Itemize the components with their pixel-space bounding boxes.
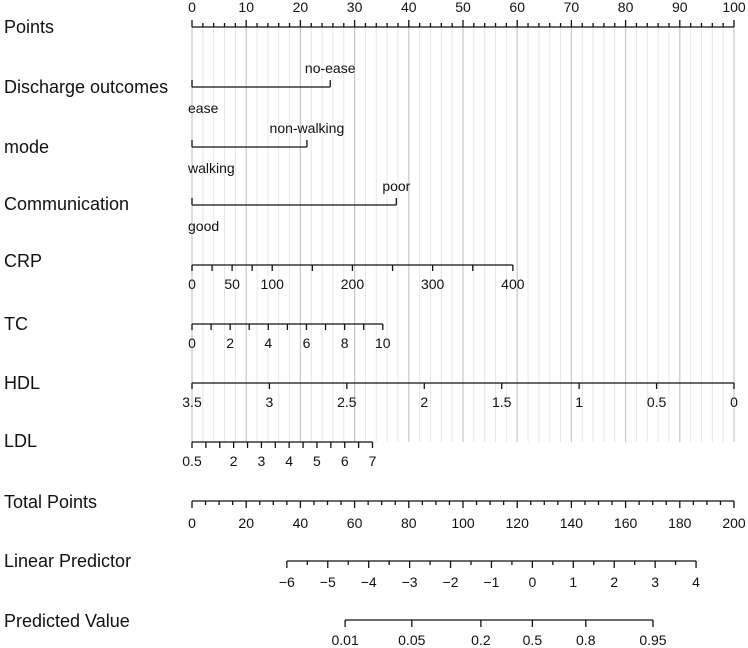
predicted-value-tick-label-0-2: 0.2 [471,632,491,648]
total-points-tick-label-80: 80 [401,515,417,531]
crp-tick-label-50: 50 [224,276,240,292]
ldl-row-label: LDL [4,431,38,451]
points-tick-label-60: 60 [509,0,525,15]
tc-tick-label-0: 0 [188,335,196,351]
communication-level-good: good [188,218,220,234]
crp-row-label: CRP [4,251,43,271]
hdl-tick-label-3-5: 3.5 [182,394,202,410]
linear-predictor-tick-label-3: −3 [401,574,418,590]
tc-tick-label-6: 6 [302,335,311,351]
total-points-tick-label-20: 20 [238,515,254,531]
linear-predictor-tick-label-6: −6 [278,574,295,590]
predicted-value-row-label: Predicted Value [4,611,130,631]
total-points-tick-label-0: 0 [188,515,196,531]
points-tick-label-10: 10 [238,0,254,15]
linear-predictor-tick-label-1: 1 [569,574,578,590]
tc-tick-label-8: 8 [340,335,349,351]
total-points-row-label: Total Points [4,492,98,512]
total-points-tick-label-60: 60 [346,515,363,531]
total-points-tick-label-120: 120 [505,515,529,531]
points-tick-label-80: 80 [617,0,634,15]
crp-tick-label-200: 200 [340,276,365,292]
points-tick-label-70: 70 [563,0,580,15]
tc-tick-label-4: 4 [264,335,273,351]
mode-row-label: mode [4,137,50,157]
predicted-value-tick-label-0-8: 0.8 [576,632,596,648]
hdl-tick-label-1-5: 1.5 [491,394,512,410]
ldl-tick-label-3: 3 [257,453,266,469]
hdl-row-label: HDL [4,373,41,393]
linear-predictor-tick-label-5: −5 [319,574,336,590]
points-row-label: Points [4,17,55,37]
linear-predictor-tick-label-0: 0 [528,574,537,590]
total-points-tick-label-40: 40 [292,515,309,531]
linear-predictor-row-label: Linear Predictor [4,551,132,571]
communication-row-label: Communication [4,194,130,214]
hdl-tick-label-2-5: 2.5 [337,394,357,410]
predicted-value-tick-label-0-95: 0.95 [639,632,667,648]
tc-row-label: TC [4,314,28,334]
linear-predictor-tick-label-1: −1 [483,574,500,590]
linear-predictor-tick-label-4: −4 [360,574,377,590]
total-points-tick-label-100: 100 [451,515,475,531]
predicted-value-tick-label-0-01: 0.01 [331,632,359,648]
discharge-outcomes-level-no-ease: no-ease [304,60,356,76]
total-points-tick-label-140: 140 [559,515,584,531]
points-tick-label-50: 50 [455,0,471,15]
communication-level-poor: poor [382,178,411,194]
total-points-tick-label-200: 200 [722,515,746,531]
crp-tick-label-400: 400 [501,276,525,292]
linear-predictor-tick-label-3: 3 [651,574,660,590]
ldl-tick-label-6: 6 [340,453,349,469]
linear-predictor-tick-label-4: 4 [692,574,700,590]
points-tick-label-0: 0 [188,0,196,15]
discharge-outcomes-level-ease: ease [188,100,219,116]
tc-tick-label-10: 10 [374,335,391,351]
mode-level-walking: walking [188,160,235,176]
tc-tick-label-2: 2 [226,335,235,351]
hdl-tick-label-0-5: 0.5 [646,394,667,410]
hdl-tick-label-2: 2 [420,394,429,410]
total-points-tick-label-180: 180 [668,515,692,531]
rows-layer [4,0,746,648]
mode-level-non-walking: non-walking [269,120,345,136]
predicted-value-tick-label-0-05: 0.05 [398,632,426,648]
ldl-tick-label-2: 2 [229,453,238,469]
hdl-tick-label-3: 3 [265,394,274,410]
ldl-tick-label-0-5: 0.5 [182,453,202,469]
ldl-tick-label-7: 7 [368,453,377,469]
linear-predictor-tick-label-2: −2 [442,574,459,590]
points-tick-label-40: 40 [401,0,417,15]
discharge-outcomes-row-label: Discharge outcomes [4,77,169,97]
ldl-tick-label-4: 4 [285,453,294,469]
points-tick-label-30: 30 [346,0,363,15]
grid-layer [192,27,734,442]
points-tick-label-20: 20 [292,0,309,15]
points-tick-label-90: 90 [672,0,688,15]
hdl-tick-label-1: 1 [575,394,584,410]
total-points-tick-label-160: 160 [613,515,638,531]
predicted-value-tick-label-0-5: 0.5 [522,632,543,648]
points-tick-label-100: 100 [722,0,746,15]
hdl-tick-label-0: 0 [730,394,738,410]
crp-tick-label-300: 300 [420,276,445,292]
ldl-tick-label-5: 5 [313,453,321,469]
crp-tick-label-0: 0 [188,276,196,292]
crp-tick-label-100: 100 [260,276,284,292]
linear-predictor-tick-label-2: 2 [610,574,619,590]
